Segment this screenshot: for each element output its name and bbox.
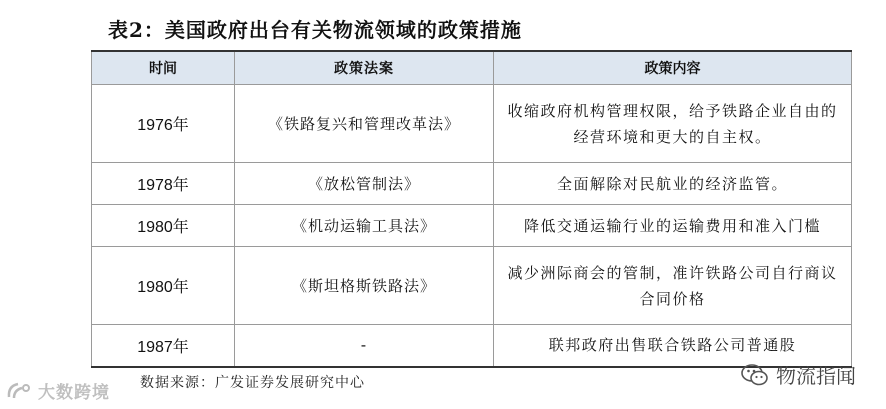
header-content: 政策内容 [494,51,852,85]
cell-content [494,163,852,205]
cell-time: 1978年 [92,163,235,205]
cell-time: 1980年 [92,247,235,325]
table-row [92,85,852,163]
cell-content [494,85,852,163]
cell-law: 《斯坦格斯铁路法》 [235,247,494,325]
cell-content [494,205,852,247]
watermark-right [740,360,856,389]
content-line: 合同价格 [639,289,706,308]
watermark-left [6,378,110,403]
content-line: 降低交通运输行业的运输费用和准入门槛 [523,216,821,235]
watermark-left-text: 大数跨境 [38,383,110,403]
policy-table [91,50,852,368]
cell-content [494,247,852,325]
watermark-right-text: 物流指闻 [776,364,856,388]
content-line: 联邦政府出售联合铁路公司普通股 [548,336,797,355]
table-row [92,163,852,205]
header-law: 政策法案 [235,51,494,85]
cell-time: 1980年 [92,205,235,247]
content-line: 经营环境和更大的自主权。 [573,127,772,146]
table-title: 表2：美国政府出台有关物流领域的政策措施 [108,18,522,42]
content-line: 收缩政府机构管理权限，给予铁路企业自由的 [507,101,838,120]
cell-law: - [235,325,494,367]
wechat-icon [740,362,770,388]
cell-law: 《放松管制法》 [235,163,494,205]
content-line: 减少洲际商会的管制，准许铁路公司自行商议 [507,263,838,282]
header-time: 时间 [92,51,235,85]
table-row [92,325,852,367]
content-line: 全面解除对民航业的经济监管。 [556,174,788,193]
dashuo-logo-icon [6,380,34,402]
cell-time: 1976年 [92,85,235,163]
cell-law: 《铁路复兴和管理改革法》 [235,85,494,163]
table-header-row [92,51,852,85]
cell-time: 1987年 [92,325,235,367]
source-note: 数据来源：广发证券发展研究中心 [140,375,365,391]
table-row [92,247,852,325]
table-row [92,205,852,247]
cell-law: 《机动运输工具法》 [235,205,494,247]
